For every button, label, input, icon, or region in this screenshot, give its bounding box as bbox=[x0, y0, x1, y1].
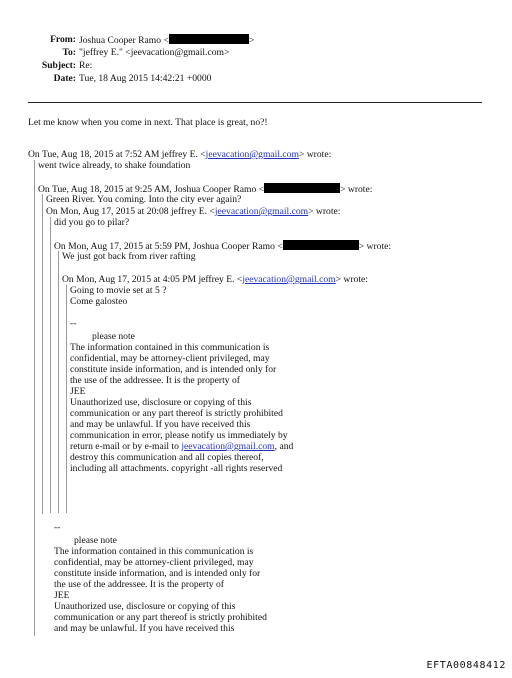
from-name: Joshua Cooper Ramo < bbox=[79, 35, 169, 46]
signature-separator: -- bbox=[54, 522, 61, 533]
quote-4-intro-text: On Mon, Aug 17, 2015 at 5:59 PM, Joshua Cooper Ramo < bbox=[54, 241, 283, 252]
disclaimer-line: the use of the addressee. It is the property of bbox=[54, 579, 224, 590]
disclaimer-line: confidential, may be attorney-client privileged, may bbox=[70, 353, 270, 364]
to-label: To: bbox=[62, 47, 76, 58]
header-divider bbox=[28, 102, 482, 103]
disclaimer-line: Unauthorized use, disclosure or copying of this bbox=[70, 397, 252, 408]
disclaimer-line: JEE bbox=[54, 590, 70, 601]
quote-4-intro-tail: > wrote: bbox=[358, 241, 392, 252]
disclaimer-line: communication or any part thereof is strictly prohibited bbox=[54, 612, 267, 623]
quote-3-intro bbox=[46, 206, 340, 217]
main-message: Let me know when you come in next. That place is great, no?! bbox=[28, 117, 268, 128]
disclaimer-title: please note bbox=[92, 331, 135, 342]
document-id: EFTA00848412 bbox=[426, 660, 506, 671]
email-link[interactable]: jeevacation@gmail.com bbox=[181, 441, 275, 452]
quote-5-intro-tail: > wrote: bbox=[335, 274, 368, 285]
quote-2-intro-tail: > wrote: bbox=[340, 184, 373, 195]
quote-5-line-2: Come galosteo bbox=[70, 296, 128, 307]
from-tail: > bbox=[248, 35, 255, 46]
disclaimer-line: destroy this communication and all copies thereof, bbox=[70, 452, 264, 463]
quote-5-intro-text: On Mon, Aug 17, 2015 at 4:05 PM jeffrey E. < bbox=[62, 274, 243, 285]
from-value bbox=[79, 34, 254, 46]
quote-4-line: We just got back from river rafting bbox=[62, 251, 196, 262]
disclaimer-line: constitute inside information, and is intended only for bbox=[54, 568, 261, 579]
quote-1-intro bbox=[28, 149, 331, 160]
subject-value: Re: bbox=[79, 60, 93, 71]
disclaimer-line: Unauthorized use, disclosure or copying of this bbox=[54, 601, 236, 612]
date-label: Date: bbox=[53, 73, 76, 84]
quote-1-intro-text: On Tue, Aug 18, 2015 at 7:52 AM jeffrey E. < bbox=[28, 149, 206, 160]
disclaimer-line: including all attachments. copyright -all rights reserved bbox=[70, 463, 283, 474]
disclaimer-line: and may be unlawful. If you have received this bbox=[70, 419, 251, 430]
redaction-bar bbox=[169, 34, 249, 44]
date-value: Tue, 18 Aug 2015 14:42:21 +0000 bbox=[79, 73, 212, 84]
quote-bar bbox=[34, 160, 35, 636]
disclaimer-line: confidential, may be attorney-client privileged, may bbox=[54, 557, 254, 568]
quote-5-intro bbox=[62, 274, 368, 285]
quote-1-line: went twice already, to shake foundation bbox=[38, 160, 191, 171]
disclaimer-line-tail: , and bbox=[274, 441, 294, 452]
subject-label: Subject: bbox=[41, 60, 76, 71]
quote-bar bbox=[58, 251, 59, 513]
email-link[interactable]: jeevacation@gmail.com bbox=[214, 206, 309, 217]
disclaimer-line bbox=[70, 441, 293, 452]
quote-bar bbox=[42, 194, 43, 514]
disclaimer-line: and may be unlawful. If you have received this bbox=[54, 623, 235, 634]
disclaimer-line-text: return e-mail or by e-mail to bbox=[70, 441, 182, 452]
redaction-bar bbox=[283, 240, 359, 250]
to-value: "jeffrey E." <jeevacation@gmail.com> bbox=[79, 47, 230, 58]
disclaimer-line: The information contained in this communication is bbox=[54, 546, 254, 557]
quote-3-intro-tail: > wrote: bbox=[308, 206, 341, 217]
quote-2-line: Green River. You coming. Into the city ever again? bbox=[46, 194, 242, 205]
quote-3-intro-text: On Mon, Aug 17, 2015 at 20:08 jeffrey E. < bbox=[46, 206, 215, 217]
quote-bar bbox=[66, 285, 67, 513]
quote-3-line: did you go to pilar? bbox=[54, 217, 130, 228]
email-link[interactable]: jeevacation@gmail.com bbox=[242, 274, 336, 285]
quote-bar bbox=[50, 217, 51, 513]
quote-5-line-1: Going to movie set at 5 ? bbox=[70, 285, 167, 296]
signature-separator: -- bbox=[70, 318, 77, 329]
disclaimer-title: please note bbox=[74, 535, 117, 546]
from-label: From: bbox=[50, 34, 76, 45]
disclaimer-line: The information contained in this communication is bbox=[70, 342, 270, 353]
disclaimer-line: the use of the addressee. It is the property of bbox=[70, 375, 240, 386]
email-link[interactable]: jeevacation@gmail.com bbox=[205, 149, 299, 160]
quote-1-intro-tail: > wrote: bbox=[298, 149, 332, 160]
quote-2-intro-text: On Tue, Aug 18, 2015 at 9:25 AM, Joshua Cooper Ramo < bbox=[38, 184, 265, 195]
disclaimer-line: communication or any part thereof is strictly prohibited bbox=[70, 408, 283, 419]
redaction-bar bbox=[264, 183, 340, 193]
disclaimer-line: communication in error, please notify us immediately by bbox=[70, 430, 288, 441]
disclaimer-line: JEE bbox=[70, 386, 86, 397]
disclaimer-line: constitute inside information, and is intended only for bbox=[70, 364, 277, 375]
